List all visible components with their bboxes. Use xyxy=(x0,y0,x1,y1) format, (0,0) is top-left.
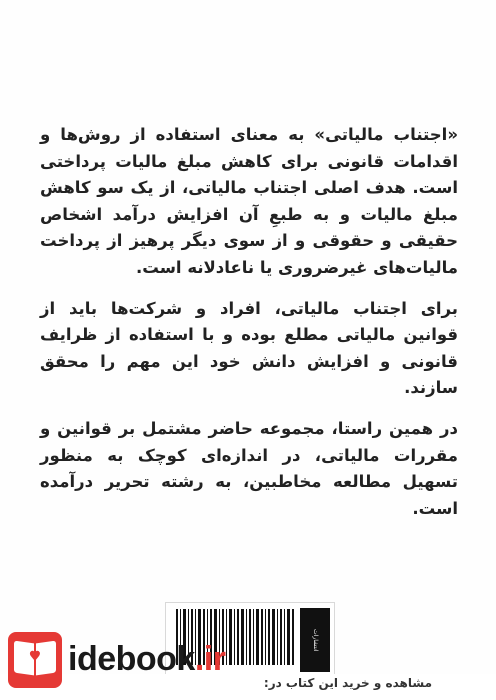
blurb-paragraph-2: برای اجتناب مالیاتی، افراد و شرکت‌ها باید از قوانین مالیاتی مطلع بوده و با استفاده از ظرایف قانونی و افزایش دانش خود این مهم را محقق سازند. xyxy=(40,298,458,398)
blurb-paragraph-1: «اجتناب مالیاتی» به معنای استفاده از روش‌ها و اقدامات قانونی برای کاهش مبلغ مالیات پرداختی است. هدف اصلی اجتناب مالیاتی، از یک سو کاهش مبلغ مالیات و به طبعِ آن افزایش درآمد اشخاص حقیقی و حقوقی و از سوی دیگر پرهیز از پرداخت مالیات‌های غیرضروری یا ناعادلانه است. xyxy=(40,125,458,277)
book-heart-icon: ♥ xyxy=(8,632,62,688)
site-name-main: idebook xyxy=(68,640,195,678)
site-name xyxy=(68,640,225,679)
site-logo[interactable] xyxy=(8,628,228,694)
watermark-tagline: مشاهده و خرید این کتاب در: xyxy=(263,676,432,690)
blurb-paragraph-3: در همین راستا، مجموعه حاضر مشتمل بر قوانین و مقررات مالیاتی، در اندازه‌ای کوچک به منظور تسهیل مطالعه مخاطبین، به رشته تحریر درآمده است. xyxy=(40,418,458,518)
publisher-logo-text: انتشارات xyxy=(312,628,319,652)
publisher-logo xyxy=(300,608,330,672)
blurb-text xyxy=(40,122,458,536)
site-name-tld: .ir xyxy=(194,640,226,678)
